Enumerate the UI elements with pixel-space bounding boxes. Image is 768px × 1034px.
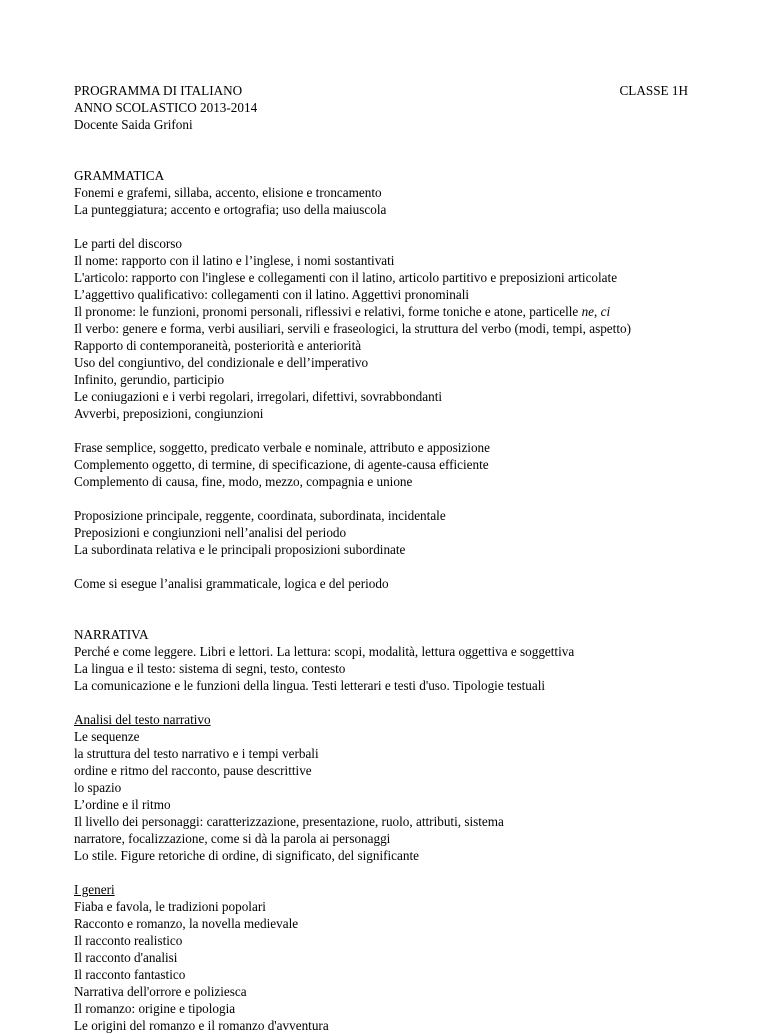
particle-ne: ne — [581, 304, 595, 319]
list-item: Complemento di causa, fine, modo, mezzo, compagnia e unione — [74, 474, 413, 489]
subheading-generi — [74, 881, 694, 898]
subheading-generi-text: I generi — [74, 882, 115, 897]
list-item: Fonemi e grafemi, sillaba, accento, elisione e troncamento — [74, 185, 382, 200]
list-item: Narrativa dell'orrore e poliziesca — [74, 984, 247, 999]
particle-separator: , — [594, 304, 601, 319]
list-item-pronome — [74, 303, 694, 320]
pronome-text: Il pronome: le funzioni, pronomi personali, riflessivi e relativi, forme toniche e atone, particelle — [74, 304, 582, 319]
list-item: Il racconto fantastico — [74, 967, 186, 982]
list-item: lo spazio — [74, 780, 122, 795]
list-item: Le sequenze — [74, 729, 140, 744]
list-item: Le coniugazioni e i verbi regolari, irregolari, difettivi, sovrabbondanti — [74, 389, 443, 404]
document-title: PROGRAMMA DI ITALIANO — [74, 83, 243, 98]
list-item: Il verbo: genere e forma, verbi ausiliari, servili e fraseologici, la struttura del verbo (modi, tempi, aspetto) — [74, 321, 631, 336]
list-item: ordine e ritmo del racconto, pause descrittive — [74, 763, 312, 778]
list-item: Fiaba e favola, le tradizioni popolari — [74, 899, 266, 914]
list-item: Le origini del romanzo e il romanzo d'avventura — [74, 1018, 329, 1033]
list-item: la struttura del testo narrativo e i tempi verbali — [74, 746, 319, 761]
list-item: Le parti del discorso — [74, 236, 183, 251]
list-item: narratore, focalizzazione, come si dà la parola ai personaggi — [74, 831, 391, 846]
list-item: Complemento oggetto, di termine, di specificazione, di agente-causa efficiente — [74, 457, 489, 472]
list-item: Come si esegue l’analisi grammaticale, logica e del periodo — [74, 576, 389, 591]
section-heading-narrativa: NARRATIVA — [74, 627, 149, 642]
list-item: Il nome: rapporto con il latino e l’inglese, i nomi sostantivati — [74, 253, 395, 268]
list-item: La lingua e il testo: sistema di segni, testo, contesto — [74, 661, 346, 676]
list-item: Frase semplice, soggetto, predicato verbale e nominale, attributo e apposizione — [74, 440, 490, 455]
list-item: Rapporto di contemporaneità, posteriorità e anteriorità — [74, 338, 362, 353]
list-item: Avverbi, preposizioni, congiunzioni — [74, 406, 264, 421]
list-item: Il romanzo: origine e tipologia — [74, 1001, 236, 1016]
teacher-name: Docente Saida Grifoni — [74, 117, 193, 132]
subheading-analisi — [74, 711, 694, 728]
school-year: ANNO SCOLASTICO 2013-2014 — [74, 100, 258, 115]
list-item: L'articolo: rapporto con l'inglese e collegamenti con il latino, articolo partitivo e preposizioni articolate — [74, 270, 618, 285]
list-item: La comunicazione e le funzioni della lingua. Testi letterari e testi d'uso. Tipologie testuali — [74, 678, 546, 693]
list-item: L’ordine e il ritmo — [74, 797, 171, 812]
list-item: Perché e come leggere. Libri e lettori. La lettura: scopi, modalità, lettura oggettiva e soggettiva — [74, 644, 575, 659]
list-item: Racconto e romanzo, la novella medievale — [74, 916, 299, 931]
list-item: La punteggiatura; accento e ortografia; uso della maiuscola — [74, 202, 387, 217]
list-item: La subordinata relativa e le principali proposizioni subordinate — [74, 542, 406, 557]
subheading-analisi-text: Analisi del testo narrativo — [74, 712, 211, 727]
document-page — [74, 82, 694, 1034]
list-item: L’aggettivo qualificativo: collegamenti con il latino. Aggettivi pronominali — [74, 287, 470, 302]
list-item: Il racconto d'analisi — [74, 950, 178, 965]
list-item: Proposizione principale, reggente, coordinata, subordinata, incidentale — [74, 508, 446, 523]
list-item: Il racconto realistico — [74, 933, 183, 948]
list-item: Preposizioni e congiunzioni nell’analisi del periodo — [74, 525, 347, 540]
header-title-row — [74, 82, 694, 99]
list-item: Lo stile. Figure retoriche di ordine, di significato, del significante — [74, 848, 419, 863]
list-item: Il livello dei personaggi: caratterizzazione, presentazione, ruolo, attributi, sistema — [74, 814, 504, 829]
class-label: CLASSE 1H — [619, 83, 688, 98]
list-item: Uso del congiuntivo, del condizionale e dell’imperativo — [74, 355, 369, 370]
particle-ci: ci — [600, 304, 611, 319]
list-item: Infinito, gerundio, participio — [74, 372, 225, 387]
section-heading-grammatica: GRAMMATICA — [74, 168, 165, 183]
